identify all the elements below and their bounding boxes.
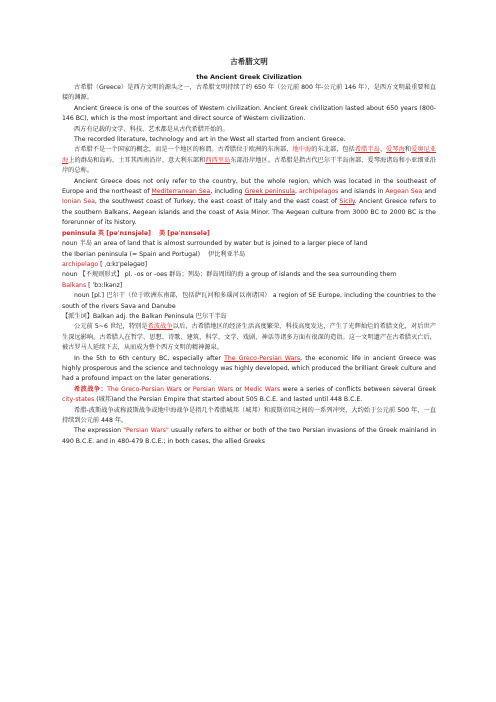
paragraph-en-region: Ancient Greece does not only refer to the country, but the whole region, which was located in the southeast of Europe and the northeast of Mediterranean Sea, including Greek peninsula, archipelagos and islands in Aegean Sea and Ionian Sea, the southwest coast of Turkey, the east coast of Italy and the east coast of Sicily. Ancient Greece refers to the southern Balkans, Aegean islands and the coast of Asia Minor. The Aegean culture from 3000 BC to 2000 BC is the forerunner of its history. [62, 177, 437, 227]
link-greco-persian-wars[interactable]: The Greco-Persian Wars [224, 354, 301, 362]
link-city-states[interactable]: city-states [62, 396, 95, 404]
vocab-balkans-derived: 【派生词】Balkan adj. the Balkan Peninsula 巴尔干半岛 [62, 312, 227, 320]
pron-us: 美 [pəˈnɪnsələ] [158, 229, 210, 237]
link-persian-wars[interactable]: Persian Wars [192, 385, 234, 393]
paragraph-en-persian-wars: The expression "Persian Wars" usually refers to either or both of the two Persian invasions of the Greek mainland in 490 B.C.E. and in 480-479 B.C.E.; in both cases, the allied Greeks [62, 427, 436, 445]
link-archipelagos[interactable]: archipelagos [298, 188, 339, 196]
link-aegean-sea[interactable]: Aegean Sea [385, 188, 423, 196]
vocab-balkans-def: noun [pl.] 巴尔干（位于欧洲东南部，包括萨瓦河和多瑙河以南诸国） a region of SE Europe, including the countries to the south of the rivers Sava and Danube [62, 292, 436, 310]
paragraph-zh-region: 古希腊不是一个国家的概念，而是一个地区的称谓。古希腊位于欧洲的东南部、地中海的东北部，包括希腊半岛、爱琴海和爱奥尼亚海上的群岛和岛屿、土耳其西南沿岸、意大利东部和西西里岛东部沿岸地区。古希腊是指古代巴尔干半岛南部、爱琴海诸岛和小亚细亚沿岸的总称。 [62, 146, 437, 175]
paragraph-zh-intro: 古希腊（Greece）是西方文明的源头之一，古希腊文明持续了约 650 年（公元前 800 年-公元前 146 年），是西方文明最重要和直接的渊源。 [62, 84, 436, 102]
link-sicily[interactable]: Sicily [339, 198, 355, 206]
vocab-peninsula-def: noun 半岛 an area of land that is almost surrounded by water but is joined to a larger piece of land [62, 240, 368, 248]
link-mediterranean-zh[interactable]: 地中海 [292, 146, 312, 154]
link-greek-peninsula-zh[interactable]: 希腊半岛 [354, 146, 380, 154]
title-en: the Ancient Greek Civilization [196, 74, 302, 81]
link-greek-peninsula[interactable]: Greek peninsula [244, 188, 295, 196]
paragraph-greco-persian-def: 希波战争：The Greco-Persian Wars or Persian Wars or Medic Wars were a series of conflicts between several Greek city-states (城邦)and the Persian Empire that started about 505 B.C.E. and lasted until 448 B.C.E. [62, 385, 437, 404]
vocab-peninsula-head [62, 229, 436, 239]
paragraph-en-intro: Ancient Greece is one of the sources of Western civilization. Ancient Greek civilization lasted about 650 years (800-146 BC), which is the most important and direct source of Western civilization. [62, 104, 436, 123]
paragraph-zh-origin: 西方有记载的文学、科技、艺术都是从古代希腊开始的。 [74, 125, 229, 133]
link-greco-persian-wars-zh[interactable]: 希波战争 [147, 323, 173, 331]
term-persian-wars: "Persian Wars" [123, 427, 169, 435]
paragraph-en-origin: The recorded literature, technology and art in the West all started from ancient Greece. [74, 136, 346, 144]
vocab-peninsula-example: the Iberian peninsula (= Spain and Portugal) 伊比利亚半岛 [62, 250, 246, 258]
vocab-word-balkans: Balkans [62, 281, 87, 289]
link-ionian-sea-zh[interactable]: 爱奥尼亚海 [62, 146, 437, 164]
link-mediterranean-sea[interactable]: Mediterranean Sea [151, 188, 211, 196]
title-zh: 古希腊文明 [230, 57, 268, 66]
link-sicily-zh[interactable]: 西西里岛 [205, 156, 231, 164]
link-aegean-sea-zh[interactable]: 爱琴海 [386, 146, 405, 154]
link-greco-persian-wars-2[interactable]: The Greco-Persian Wars [107, 385, 182, 393]
paragraph-zh-prosperity: 公元前 5~6 世纪，特别是希波战争以后，古希腊地区的经济生活高度繁荣、科技高度发达，产生了光辉灿烂的希腊文化，对后世产生深远影响。古希腊人在哲学、思想、诗歌、建筑、科学、文学、戏剧、神话等诸多方面有很深的造诣。这一文明遗产在古希腊灭亡后，被古罗马人延续下去，从而成为整个西方文明的精神源泉。 [62, 323, 437, 352]
paragraph-zh-wars: 希腊-波斯战争或称波斯战争或地中海战争是指几个希腊城邦（城邦）和波斯帝国之间的一系列冲突，大约始于公元前 500 年，一直持续到公元前 448 年。 [62, 406, 436, 424]
vocab-word-archipelago: archipelago [62, 260, 99, 268]
link-ionian-sea[interactable]: Ionian Sea [62, 198, 95, 206]
document-page [62, 56, 436, 447]
vocab-word-peninsula: peninsula [62, 229, 96, 237]
pron-uk: 英 [pəˈnɪnsjələ] [97, 229, 151, 237]
paragraph-en-prosperity: In the 5th to 6th century BC, especially after The Greco-Persian Wars, the economic life in ancient Greece was highly prosperous and the science and technology was highly developed, which produced the brilliant Greek culture and had a profound impact on the later generations. [62, 354, 436, 383]
vocab-archipelago-def: noun 【不规则形式】 pl. -os or -oes 群岛；列岛；群岛周围的海 a group of islands and the sea surrounding them [62, 271, 397, 279]
link-medic-wars[interactable]: Medic Wars [244, 385, 281, 393]
vocab-balkans-head: Balkans [ ˈbɔːlkənz] [62, 281, 123, 289]
heading-greco-persian-wars: 希波战争： [74, 385, 108, 393]
vocab-archipelago-head: archipelago [ ˌɑːkɪˈpeləɡəʊ] [62, 260, 148, 268]
